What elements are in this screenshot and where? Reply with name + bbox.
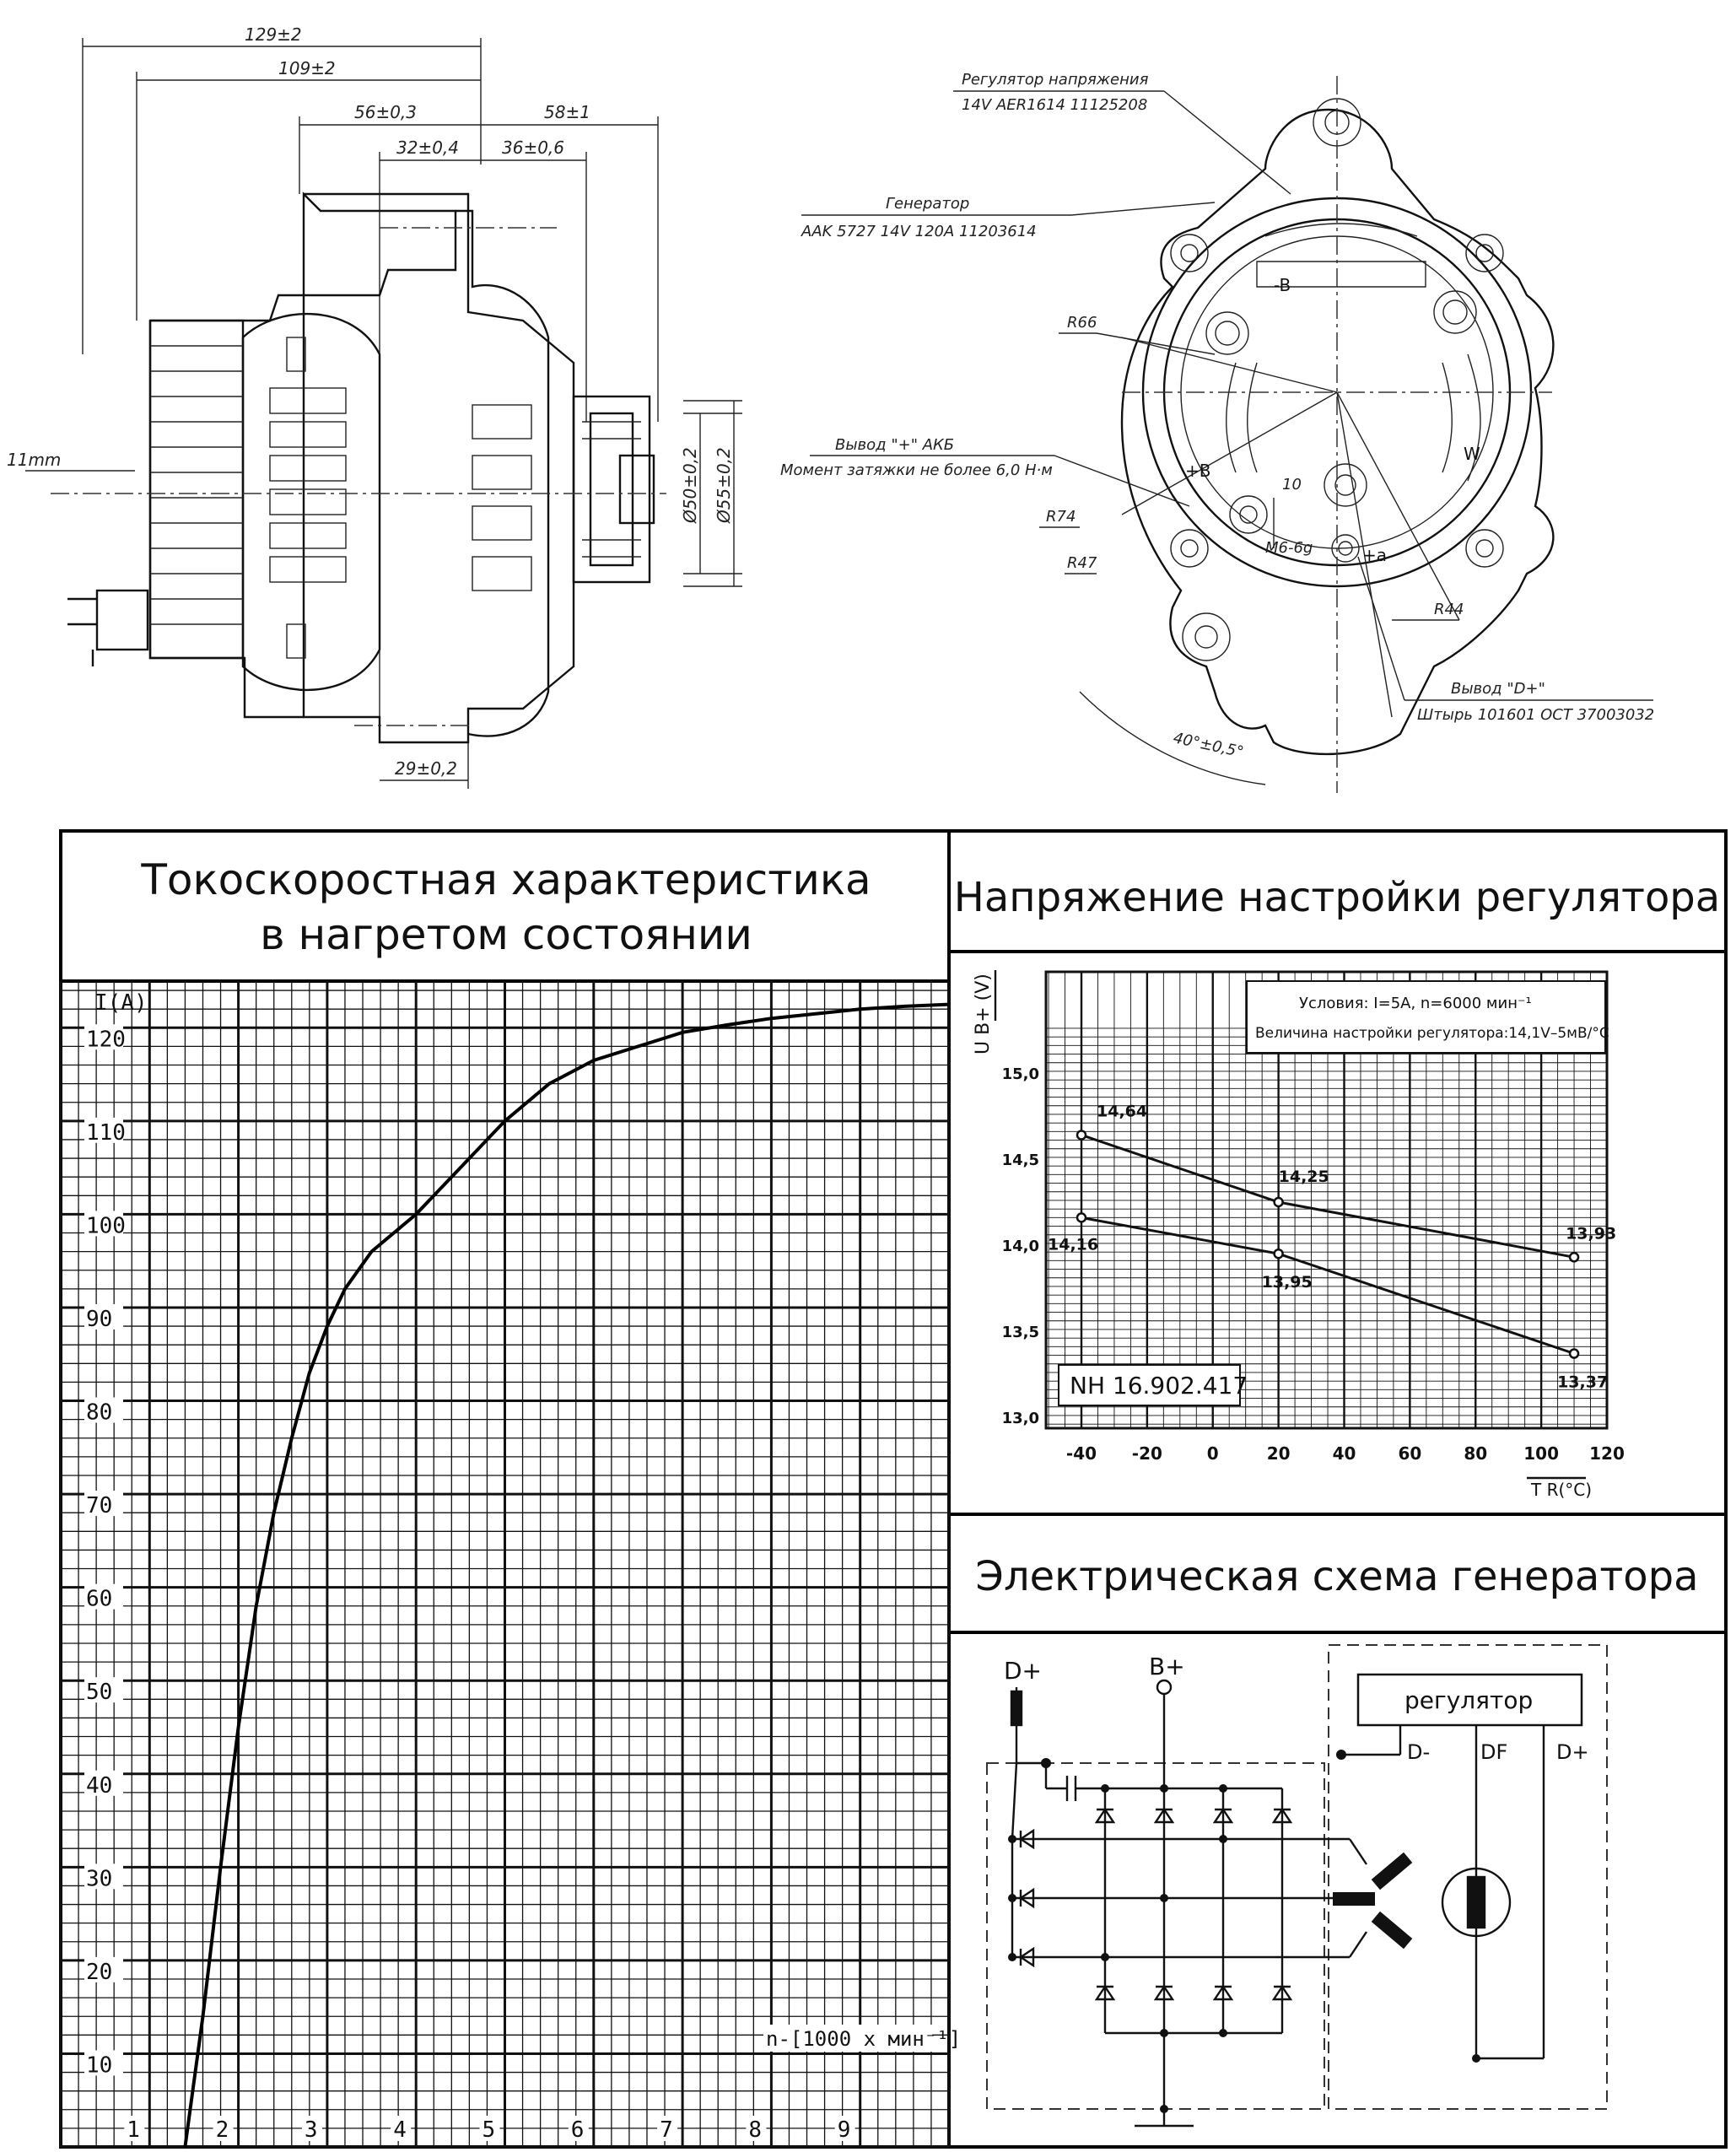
alternator-side-view [7, 24, 742, 789]
voltage-data-label: 14,16 [1048, 1235, 1099, 1254]
voltage-data-point [1275, 1198, 1283, 1206]
dim-109: 109±2 [278, 58, 336, 78]
x-tick-label: 40 [1332, 1443, 1356, 1464]
conditions-line1: Условия: I=5A, n=6000 мин⁻¹ [1299, 995, 1532, 1012]
y-tick-label: 15,0 [1001, 1065, 1039, 1083]
x-tick-label: 8 [748, 2117, 763, 2143]
small-dim-10: 10 [1282, 476, 1302, 494]
x-tick-label: -20 [1131, 1443, 1162, 1464]
dim-129: 129±2 [245, 24, 302, 45]
y-tick-label: 14,0 [1001, 1238, 1039, 1255]
terminal-w: W [1464, 444, 1480, 464]
x-tick-label: 6 [570, 2117, 585, 2143]
y-tick-label: 14,5 [1001, 1152, 1039, 1169]
x-tick-label: 4 [393, 2117, 407, 2143]
d-output-label: Вывод "D+" [1451, 680, 1545, 698]
voltage-data-point [1570, 1253, 1578, 1261]
generator-code: AAK 5727 14V 120A 11203614 [801, 223, 1037, 240]
d-plus-top-label: D+ [1004, 1657, 1043, 1685]
x-tick-label: 0 [1206, 1443, 1219, 1464]
y-tick-label: 110 [86, 1119, 126, 1146]
df-label: DF [1480, 1740, 1508, 1764]
voltage-data-label: 13,37 [1557, 1373, 1609, 1392]
y-tick-label: 13,5 [1001, 1324, 1039, 1341]
x-tick-label: 7 [660, 2117, 673, 2143]
d-minus-label: D- [1407, 1740, 1431, 1764]
spec-code: NH 16.902.417 [1070, 1372, 1248, 1400]
current-chart-ylabel: I(A) [94, 990, 148, 1016]
dim-d50: Ø50±0,2 [680, 447, 700, 523]
dim-d55: Ø55±0,2 [714, 447, 734, 523]
current-chart-title-line2: в нагретом состоянии [260, 910, 752, 959]
generator-schematic [987, 1645, 1607, 2126]
dim-32: 32±0,4 [396, 138, 460, 158]
generator-label: Генератор [886, 195, 970, 213]
voltage-data-point [1077, 1213, 1086, 1222]
angle-dim: 40°±0,5° [1171, 729, 1246, 762]
current-chart-grid [61, 981, 949, 2147]
y-tick-label: 40 [86, 1772, 113, 1799]
regulator-code: 14V AER1614 11125208 [962, 96, 1148, 114]
y-tick-label: 70 [86, 1493, 113, 1519]
conditions-box [1247, 981, 1605, 1053]
regulator-label: Регулятор напряжения [962, 71, 1149, 89]
terminal-plus-b: +B [1185, 461, 1211, 481]
x-tick-label: 120 [1589, 1443, 1625, 1464]
y-tick-label: 80 [86, 1400, 113, 1426]
torque-note: Момент затяжки не более 6,0 Н·м [780, 461, 1053, 479]
schematic-title: Электрическая схема генератора [975, 1553, 1699, 1600]
thread-dim: M6-6g [1265, 539, 1313, 557]
y-tick-label: 10 [86, 2052, 113, 2079]
x-tick-label: 5 [482, 2117, 496, 2143]
voltage-data-point [1275, 1249, 1283, 1258]
terminal-minus-b: -B [1274, 275, 1291, 295]
y-tick-label: 100 [86, 1213, 126, 1239]
radius-r66: R66 [1067, 314, 1097, 332]
x-tick-label: -40 [1065, 1443, 1097, 1464]
y-tick-label: 90 [86, 1306, 113, 1332]
conditions-line2: Величина настройки регулятора:14,1V–5мВ/°C [1255, 1025, 1609, 1042]
radius-r47: R47 [1067, 554, 1097, 572]
regulator-box-label: регулятор [1404, 1686, 1534, 1714]
d-plus-reg-label: D+ [1556, 1740, 1589, 1764]
y-tick-label: 20 [86, 1959, 113, 1985]
x-tick-label: 100 [1523, 1443, 1559, 1464]
dim-56: 56±0,3 [354, 102, 418, 122]
voltage-data-point [1570, 1350, 1578, 1358]
x-tick-label: 9 [837, 2117, 851, 2143]
x-tick-label: 80 [1464, 1443, 1488, 1464]
battery-output-label: Вывод "+" АКБ [835, 436, 955, 454]
dim-11mm: 11mm [7, 450, 62, 470]
x-tick-label: 60 [1398, 1443, 1422, 1464]
voltage-data-label: 14,25 [1278, 1168, 1329, 1186]
b-plus-label: B+ [1149, 1653, 1185, 1680]
dim-36: 36±0,6 [502, 138, 565, 158]
current-chart-xlabel: n-[1000 х мин⁻¹] [766, 2027, 962, 2051]
pin-label: Штырь 101601 ОСТ 37003032 [1417, 706, 1655, 724]
y-tick-label: 50 [86, 1680, 113, 1706]
voltage-chart-series [1048, 1102, 1616, 1391]
x-tick-label: 20 [1266, 1443, 1291, 1464]
voltage-chart-title: Напряжение настройки регулятора [953, 874, 1721, 921]
current-chart-curve [185, 1005, 949, 2147]
x-tick-label: 1 [127, 2117, 140, 2143]
y-tick-label: 13,0 [1001, 1410, 1039, 1427]
dim-29: 29±0,2 [395, 758, 458, 779]
voltage-data-label: 13,95 [1261, 1273, 1313, 1292]
dim-58: 58±1 [544, 102, 590, 122]
y-tick-label: 120 [86, 1027, 126, 1053]
voltage-data-label: 13,93 [1566, 1224, 1617, 1243]
voltage-chart-xlabel: T R(°C) [1531, 1480, 1593, 1500]
radius-r74: R74 [1046, 508, 1076, 526]
voltage-data-point [1077, 1130, 1086, 1139]
voltage-data-label: 14,64 [1097, 1102, 1148, 1121]
y-tick-label: 30 [86, 1866, 113, 1892]
y-tick-label: 60 [86, 1586, 113, 1612]
voltage-chart-ylabel: U B+ (V) [973, 974, 994, 1054]
terminal-plus-a: +a [1362, 545, 1388, 565]
x-tick-label: 2 [215, 2117, 229, 2143]
alternator-front-view [780, 71, 1654, 793]
x-tick-label: 3 [304, 2117, 318, 2143]
current-chart-title-line1: Токоскоростная характеристика [141, 855, 871, 904]
radius-r44: R44 [1434, 601, 1464, 618]
